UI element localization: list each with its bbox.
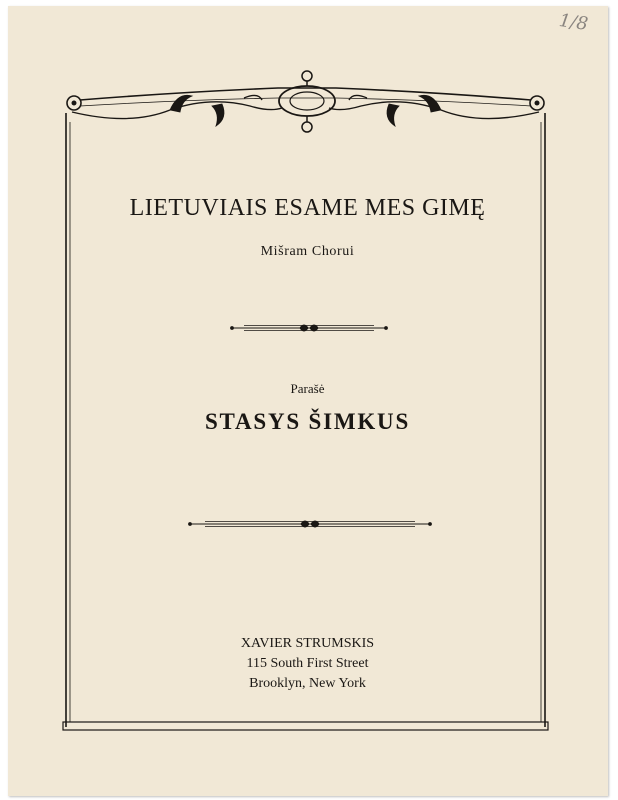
publisher-city: Brooklyn, New York bbox=[249, 676, 366, 691]
composed-by-label: Parašė bbox=[290, 381, 325, 396]
scroll-flourish-icon bbox=[67, 71, 544, 132]
publisher-block bbox=[70, 634, 545, 694]
ornamental-rule-icon bbox=[231, 325, 388, 331]
pencil-annotation: 1/8 bbox=[557, 10, 590, 35]
publisher-name: XAVIER STRUMSKIS bbox=[240, 636, 375, 651]
publisher-street: 115 South First Street bbox=[246, 656, 369, 671]
page-title: LIETUVIAIS ESAME MES GIMĘ bbox=[129, 195, 486, 221]
subtitle: Mišram Chorui bbox=[260, 244, 355, 259]
composer-name: STASYS ŠIMKUS bbox=[204, 409, 411, 434]
ornamental-rule-icon bbox=[189, 521, 432, 527]
